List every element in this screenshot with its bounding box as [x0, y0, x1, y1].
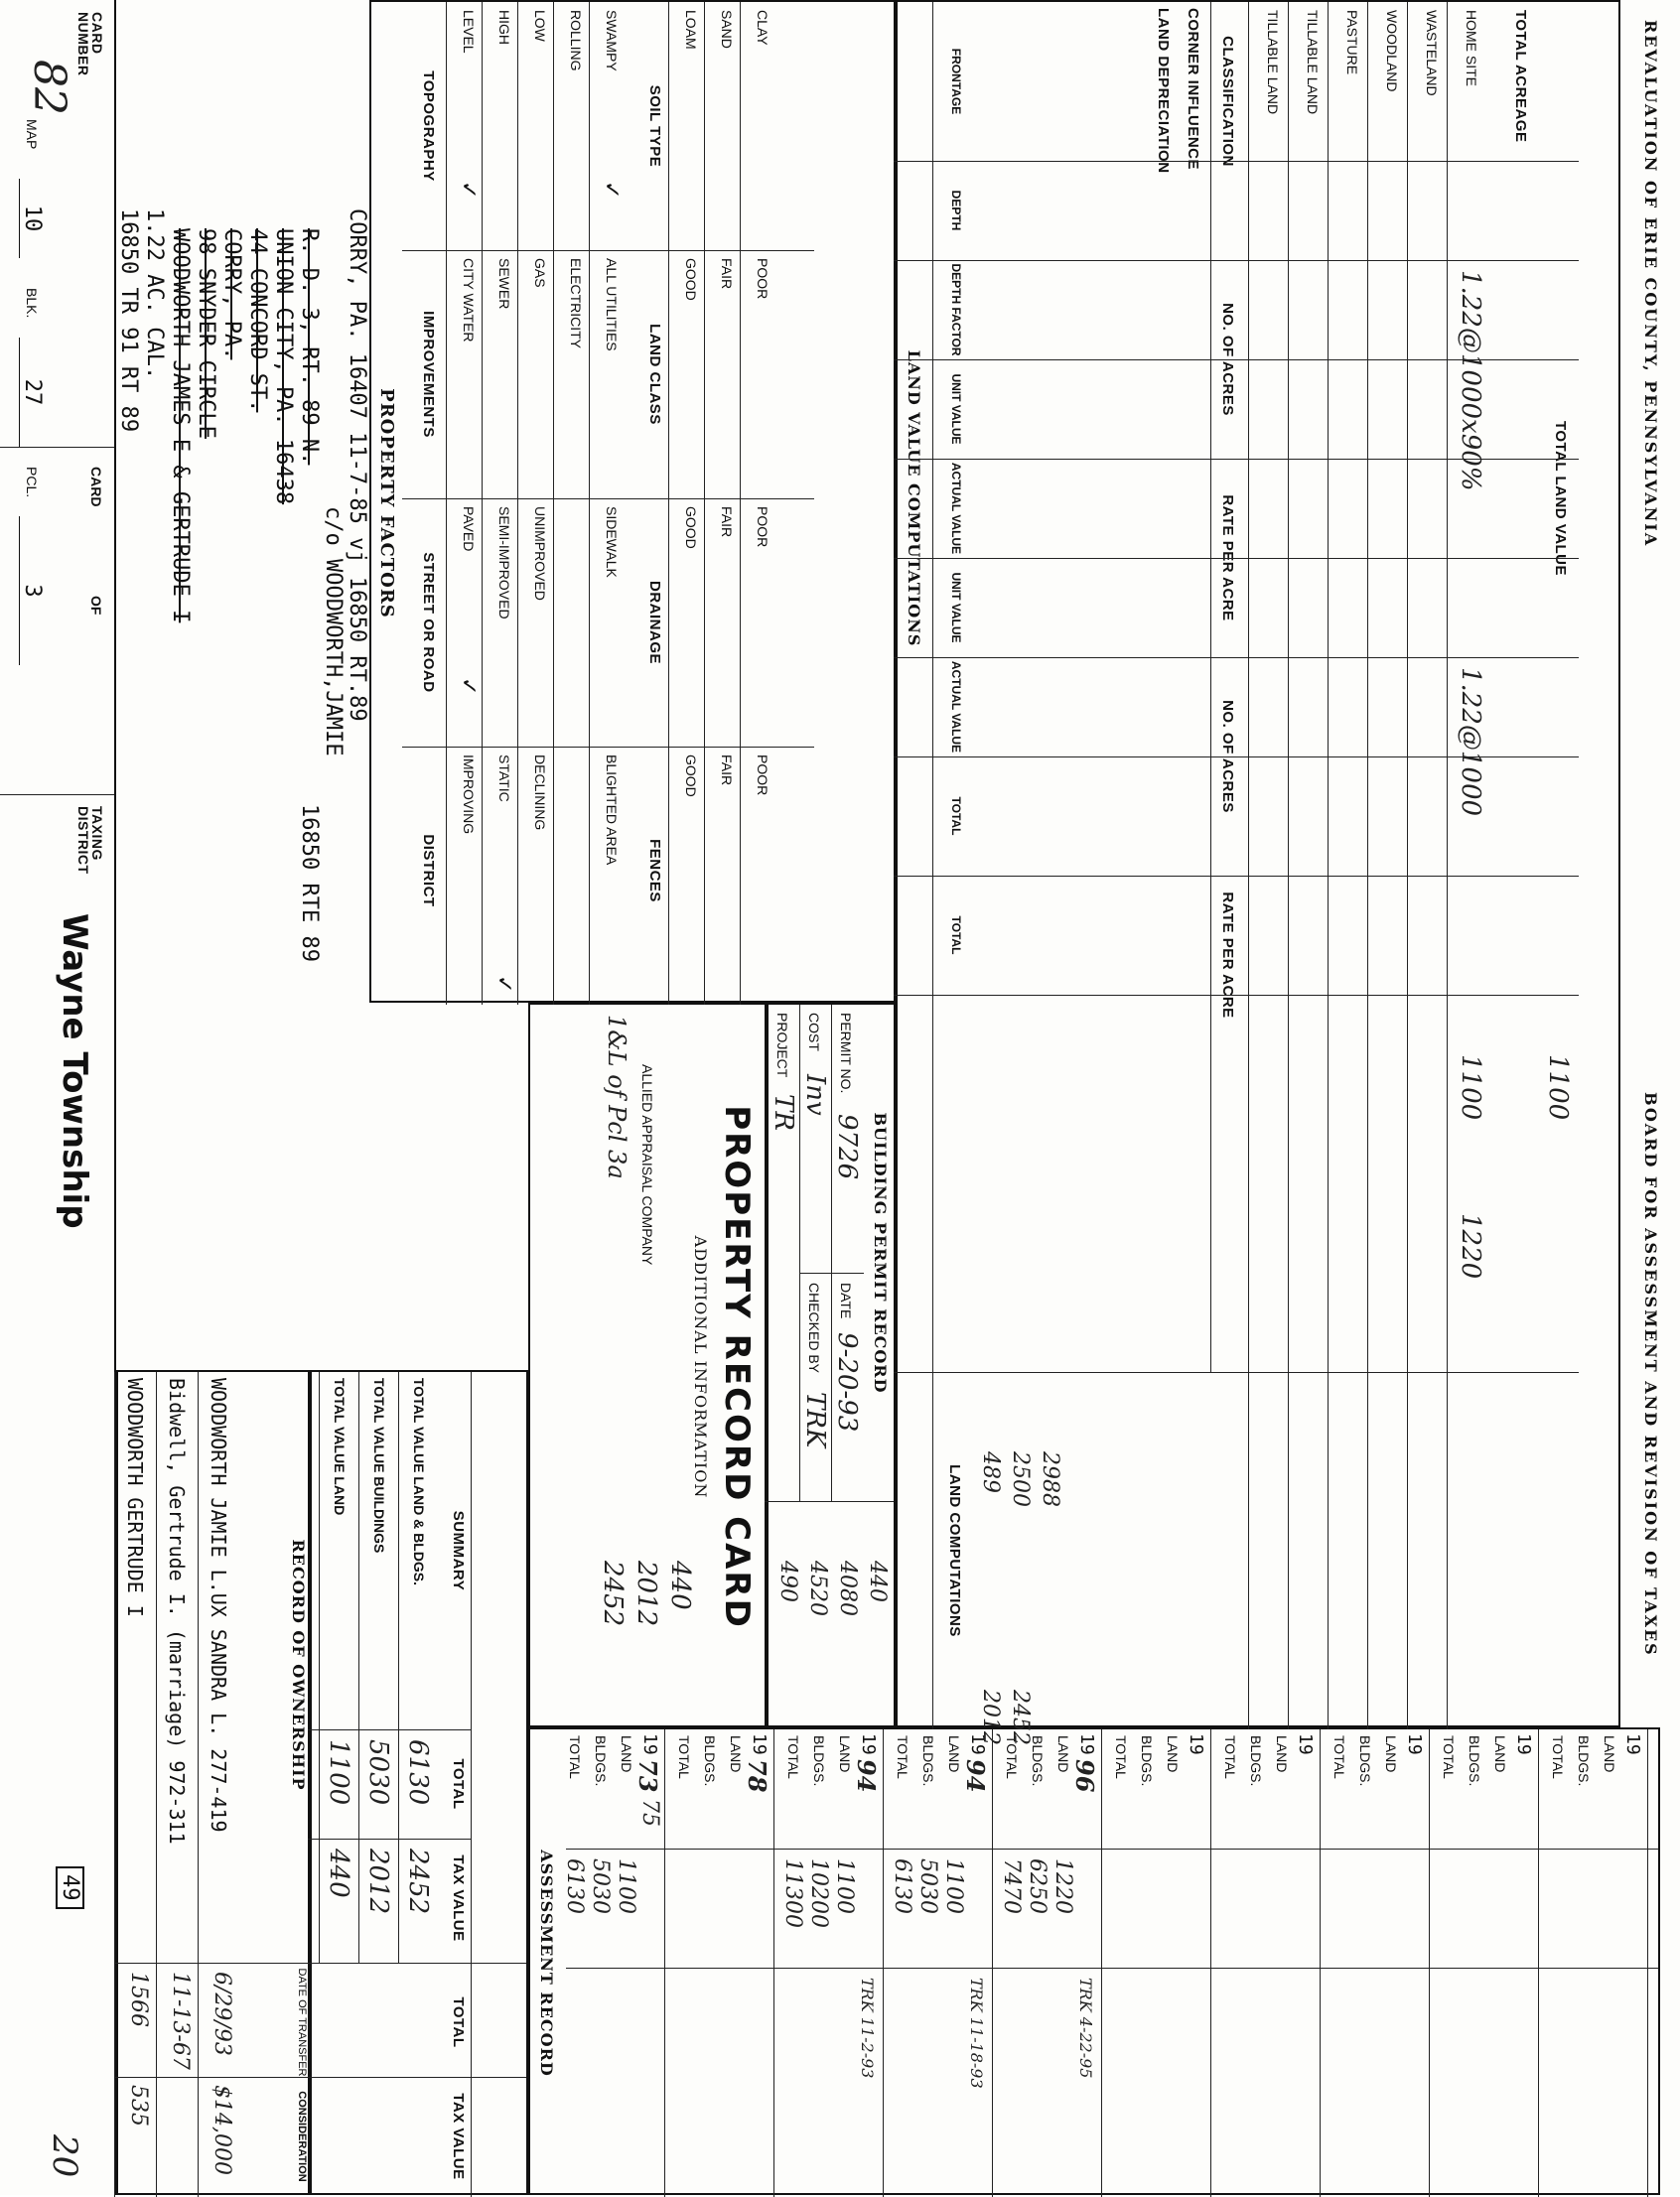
lv-class-row: TILLABLE LAND [1265, 10, 1281, 115]
assessment-row-label: LAND [946, 1735, 962, 1773]
footer-right: BOARD FOR ASSESSMENT AND REVISION OF TAXES [1641, 1092, 1660, 1657]
pf-cell: IMPROVING [461, 755, 477, 835]
property-record-section [528, 1003, 767, 1727]
lv-col-line [894, 657, 1579, 658]
lv-column-header: UNIT VALUE [949, 373, 963, 445]
permit-side-value: 4520 [805, 1561, 830, 1616]
assessment-note: TRK 11-18-93 [967, 1978, 986, 2089]
pf-cell: LOW [532, 10, 548, 42]
assessment-year-block [665, 1729, 774, 2197]
summary-section [310, 1370, 528, 2195]
pf-cell: BLIGHTED AREA [604, 755, 620, 866]
lv-class-row: WOODLAND [1384, 10, 1400, 92]
address-line: 44 CONCORD ST. [245, 228, 270, 413]
ownership-title: RECORD OF OWNERSHIP [289, 1539, 308, 1791]
taxing-district-value: Wayne Township [55, 913, 94, 1229]
pf-cell: SEWER [496, 258, 512, 310]
summary-row-total: 6130 [403, 1739, 433, 1806]
address-line: UNION CITY, PA. 16438 [271, 228, 296, 505]
lv-class-line [1407, 2, 1408, 1729]
pf-row-line [517, 2, 518, 1005]
total-land-value-label: TOTAL LAND VALUE [1552, 420, 1569, 577]
address-line: 1.22 AC. CAL. [142, 208, 167, 380]
lv-class-header: NO. OF ACRES [1219, 303, 1236, 416]
lv-col-line [894, 876, 1579, 877]
card-number-value: 82 [24, 60, 74, 115]
permit-side-value: 440 [865, 1561, 890, 1602]
assessment-row-label: LAND [619, 1735, 634, 1773]
lv-class-line [1328, 2, 1329, 1729]
summary-row-line [358, 1372, 359, 1963]
pf-soil-line [668, 2, 669, 1005]
permit-project-label: PROJECT [774, 1013, 790, 1078]
address-line: 16850 TR 91 RT 89 [116, 208, 141, 433]
lv-class-line [1447, 2, 1448, 1729]
summary-row-total: 1100 [324, 1739, 353, 1806]
pf-soil-cell: FAIR [719, 755, 735, 786]
check-mark: ✓ [491, 975, 516, 994]
assessment-row-value: 5030 [915, 1858, 940, 1914]
assessment-row-value: 7470 [999, 1858, 1024, 1914]
lv-class-row: HOME SITE [1464, 10, 1479, 87]
assessment-row-value: 1220 [1050, 1858, 1075, 1914]
address-line: R. D. 3, RT. 89 N. [297, 228, 322, 466]
summary-row-tax: 2452 [403, 1849, 433, 1915]
assessment-year: 19 [967, 1733, 988, 1755]
lv-mid-line [1210, 2, 1211, 1372]
permit-no-value: 9726 [832, 1114, 862, 1180]
assessment-row-label: BLDGS. [1030, 1735, 1046, 1787]
land-computation-value: 489 [978, 1451, 1003, 1493]
land-computation-value: 2988 [1038, 1451, 1062, 1507]
pf-cell: LEVEL [461, 10, 477, 54]
lv-col-line [894, 995, 1579, 996]
pf-cell: DECLINING [532, 755, 548, 831]
owner-name: WOODWORTH GERTRUDE I [123, 1378, 147, 1617]
owner-name: Bidwell, Gertrude I. (marriage) 972-311 [165, 1378, 189, 1845]
pf-soil-cell: POOR [755, 258, 770, 300]
summary-row-tax: 2012 [363, 1849, 393, 1915]
assessment-divider [566, 1849, 1658, 1850]
address-line: WOODWORTH JAMES E & GERTRUDE I [168, 228, 193, 623]
lv-col-line [894, 558, 1579, 559]
summary-row-label: TOTAL VALUE LAND & BLDGS. [411, 1378, 427, 1585]
address-extra-3: CORRY, PA. 16407 11-7-85 vj 16850 RT.89 [345, 208, 369, 722]
assessment-year-block [1321, 1729, 1430, 2197]
owner-name: WOODWORTH JAMIE L.UX SANDRA L. 277-419 [207, 1378, 230, 1833]
check-mark: ✓ [456, 181, 481, 200]
assessment-row-label: BLDGS. [1357, 1735, 1373, 1787]
lv-class-line [1288, 2, 1289, 1729]
assessment-row-value: 6250 [1025, 1858, 1050, 1914]
ownership-section [116, 1370, 310, 2195]
address-line: 98 SNYDER CIRCLE [194, 228, 218, 439]
assessment-row-label: TOTAL [1550, 1735, 1566, 1779]
pf-soil-cell: FAIR [719, 258, 735, 290]
property-factors-grid [402, 2, 894, 1005]
page-number: 49 [56, 1866, 84, 1909]
corner-influence-label: CORNER INFLUENCE [1185, 8, 1201, 171]
pf-soil-cell: POOR [755, 755, 770, 796]
assessment-row-label: BLDGS. [1248, 1735, 1264, 1787]
assessment-year-block [993, 1729, 1102, 2197]
blk-label: BLK. [24, 288, 40, 319]
summary-row-label: TOTAL VALUE BUILDINGS [371, 1378, 387, 1554]
owner-row-line [114, 1372, 115, 2197]
assessment-year-suffix: 73 [633, 1759, 662, 1793]
assessment-year-block [1539, 1729, 1648, 2197]
address-extra-1: 16850 RTE 89 [297, 804, 322, 962]
assessment-row-label: TOTAL [1331, 1735, 1347, 1779]
assessment-row-label: BLDGS. [1576, 1735, 1592, 1787]
assessment-row-label: TOTAL [895, 1735, 910, 1779]
footer-left: REVALUATION OF ERIE COUNTY, PENNSYLVANIA [1641, 20, 1660, 548]
pf-cell: STATIC [496, 755, 512, 802]
pf-soil-header: DRAINAGE [646, 580, 663, 664]
ownership-rows [117, 1372, 286, 2197]
assessment-year: 19 [1076, 1733, 1097, 1755]
summary-rows [313, 1372, 437, 1963]
lv-col-line [894, 260, 1579, 261]
permit-side-value: 490 [775, 1561, 800, 1602]
assessment-year: 19 [1295, 1733, 1316, 1755]
property-factors-section [369, 0, 896, 1003]
assessment-row-value: 10200 [806, 1858, 831, 1928]
assessment-year-block [774, 1729, 884, 2197]
assessment-rows [562, 1729, 1658, 2197]
pf-cell: ALL UTILITIES [604, 258, 620, 351]
permit-cost-value: Inv [800, 1074, 830, 1116]
pf-soil-cell: GOOD [683, 755, 699, 797]
pf-row-line [589, 2, 590, 1005]
lv-class-header: CLASSIFICATION [1219, 36, 1236, 167]
assessment-row-label: BLDGS. [811, 1735, 827, 1787]
assessment-section [528, 1727, 1660, 2195]
pf-soil-cell: SAND [719, 10, 735, 49]
owner-consideration: 535 [126, 2085, 151, 2127]
summary-row-total: 5030 [363, 1739, 393, 1806]
assessment-row-label: TOTAL [1113, 1735, 1129, 1779]
assessment-row-label: LAND [1383, 1735, 1399, 1773]
lv-col-line [894, 359, 1579, 360]
permit-date-label: DATE [838, 1283, 854, 1319]
additional-note: 1&L of Pcl 3a [603, 1015, 630, 1179]
assessment-row-value: 1100 [614, 1858, 638, 1914]
pf-cell: GAS [532, 258, 548, 288]
pf-col-line [402, 747, 814, 748]
assessment-row-label: TOTAL [1004, 1735, 1020, 1779]
assessment-row-label: TOTAL [1222, 1735, 1238, 1779]
summary-row-line [319, 1372, 320, 1963]
pf-row-line [553, 2, 554, 1005]
pf-soil-cell: LOAM [683, 10, 699, 50]
additional-value: 440 [665, 1561, 695, 1610]
assessment-row-label: BLDGS. [1139, 1735, 1155, 1787]
lv-column-header: UNIT VALUE [949, 572, 963, 643]
appraisal-company: ALLIED APPRAISAL COMPANY [639, 1064, 655, 1266]
assessment-year: 19 [858, 1733, 879, 1755]
lv-class-header: RATE PER ACRE [1219, 892, 1236, 1019]
pf-soil-cell: FAIR [719, 506, 735, 538]
assessment-row-label: LAND [1274, 1735, 1290, 1773]
assessment-year-suffix: 78 [743, 1759, 771, 1793]
assessment-row-label: TOTAL [785, 1735, 801, 1779]
assessment-year: 19 [1513, 1733, 1534, 1755]
assessment-note: TRK 11-2-93 [858, 1978, 877, 2079]
assessment-total-col: TOTAL [450, 1996, 467, 2048]
pf-soil-cell: GOOD [683, 506, 699, 549]
lv-column-header: ACTUAL VALUE [949, 462, 963, 555]
ownership-date-col: DATE OF TRANSFER [296, 1968, 308, 2077]
lv-top-line [932, 2, 933, 1729]
assessment-row-value: 5030 [588, 1858, 613, 1914]
assessment-row-label: LAND [1165, 1735, 1181, 1773]
pf-soil-header: SOIL TYPE [646, 84, 663, 168]
lv-column-header: DEPTH FACTOR [949, 263, 963, 356]
assessment-year-block [1102, 1729, 1211, 2197]
owner-date: 6/29/93 [210, 1972, 234, 2056]
address-extra-2: c/o WOODWORTH,JAMIE [321, 506, 346, 756]
summary-total-col: TOTAL [450, 1758, 467, 1810]
assessment-row-label: TOTAL [676, 1735, 692, 1779]
assessment-divider [566, 1968, 1658, 1969]
total-acreage-label: TOTAL ACREAGE [1512, 10, 1529, 143]
lv-class-header: NO. OF ACRES [1219, 700, 1236, 813]
total-land-value-amount: 1100 [1543, 1054, 1573, 1121]
lv-col-line [894, 756, 1579, 757]
summary-row-line [398, 1372, 399, 1963]
assessment-year: 19 [639, 1733, 660, 1755]
check-mark: ✓ [599, 181, 624, 200]
pf-cell: SEMI-IMPROVED [496, 506, 512, 619]
property-factors-title: PROPERTY FACTORS [376, 388, 397, 618]
owner-date: 11-13-67 [168, 1972, 193, 2070]
assessment-title: ASSESSMENT RECORD [537, 1850, 556, 2077]
pf-soil-cell: GOOD [683, 258, 699, 301]
owner-date: 1566 [126, 1972, 151, 2027]
lv-column-header: FRONTAGE [949, 48, 963, 115]
lv-column-header: TOTAL [949, 796, 963, 836]
land-computation-value: 2500 [1008, 1451, 1033, 1507]
summary-row-tax: 440 [324, 1849, 353, 1898]
assessment-row-label: LAND [1055, 1735, 1071, 1773]
corner-number: 20 [45, 2134, 84, 2178]
land-computation-value: 2012 [978, 1690, 1003, 1745]
assessment-year-block [1430, 1729, 1539, 2197]
pf-soil-header: LAND CLASS [646, 324, 663, 425]
home-site-total-2: 1220 [1456, 1213, 1485, 1280]
building-permit-section [767, 1003, 896, 1727]
assessment-row-label: LAND [1492, 1735, 1508, 1773]
pf-soil-cell: POOR [755, 506, 770, 548]
lv-column-header: DEPTH [949, 190, 963, 231]
assessment-note: TRK 4-22-95 [1076, 1978, 1095, 2079]
permit-title: BUILDING PERMIT RECORD [871, 1112, 890, 1394]
lv-title: LAND VALUE COMPUTATIONS [905, 349, 923, 647]
pf-column-header: TOPOGRAPHY [420, 70, 437, 182]
assessment-year-suffix: 94 [852, 1759, 881, 1793]
map-label: MAP [24, 119, 40, 150]
taxing-district-label: TAXING DISTRICT [75, 806, 105, 875]
lv-class-row: PASTURE [1344, 10, 1360, 75]
property-record-subtitle: ADDITIONAL INFORMATION [691, 1235, 710, 1499]
assessment-year: 19 [749, 1733, 770, 1755]
ownership-consideration-col: CONSIDERATION [296, 2091, 308, 2182]
assessment-row-label: BLDGS. [1467, 1735, 1482, 1787]
pcl-value: 3 [19, 516, 45, 665]
pf-col-line [402, 250, 814, 251]
home-site-acres-2: 1.22@1000 [1456, 667, 1485, 817]
pf-cell: ELECTRICITY [568, 258, 584, 349]
pf-cell: PAVED [461, 506, 477, 552]
assessment-row-label: BLDGS. [702, 1735, 718, 1787]
owner-row-line [156, 1372, 157, 2197]
card-label: CARD [88, 467, 104, 507]
pf-soil-line [704, 2, 705, 1005]
of-label: OF [88, 596, 104, 616]
permit-project-value: TR [769, 1094, 798, 1131]
home-site-total-1: 1100 [1456, 1054, 1485, 1121]
lv-class-row: TILLABLE LAND [1305, 10, 1321, 115]
lv-col-line [894, 459, 1579, 460]
assessment-year-block [1211, 1729, 1321, 2197]
lv-col-line [894, 161, 1579, 162]
additional-value: 2012 [631, 1561, 661, 1627]
assessment-row-label: LAND [728, 1735, 744, 1773]
check-mark: ✓ [456, 677, 481, 696]
assessment-row-value: 1100 [832, 1858, 857, 1914]
assessment-tax-col: TAX VALUE [450, 2093, 467, 2180]
pf-row-line [446, 2, 447, 1005]
header-strip [0, 0, 116, 2195]
assessment-row-label: LAND [837, 1735, 853, 1773]
lv-column-header: ACTUAL VALUE [949, 660, 963, 754]
owner-row-line [198, 1372, 199, 2197]
assessment-row-label: BLDGS. [593, 1735, 609, 1787]
home-site-calc: 1.22@1000x90% [1456, 270, 1485, 491]
pf-cell: SIDEWALK [604, 506, 620, 578]
pf-soil-line [740, 2, 741, 1005]
card-number-label: CARD NUMBER [75, 12, 105, 76]
pf-row-line [482, 2, 483, 1005]
property-record-title: PROPERTY RECORD CARD [717, 1105, 757, 1629]
additional-value: 2452 [598, 1561, 628, 1627]
assessment-row-label: LAND [1602, 1735, 1617, 1773]
pcl-label: PCL. [24, 467, 40, 498]
lv-class-line [1367, 2, 1368, 1729]
assessment-row-value: 6130 [890, 1858, 914, 1914]
assessment-row-value: 11300 [780, 1858, 805, 1928]
owner-consideration: $14,000 [210, 2085, 234, 2175]
assessment-year-block [556, 1729, 665, 2197]
permit-date-value: 9-20-93 [832, 1332, 862, 1433]
assessment-row-value: 1100 [941, 1858, 966, 1914]
pf-cell: UNIMPROVED [532, 506, 548, 601]
assessment-year: 19 [1404, 1733, 1425, 1755]
pf-column-header: DISTRICT [420, 834, 437, 907]
assessment-year: 19 [1186, 1733, 1206, 1755]
address-block [116, 0, 369, 1370]
land-computations-label: LAND COMPUTATIONS [946, 1464, 963, 1637]
permit-no-label: PERMIT NO. [838, 1013, 854, 1094]
pf-col-line [402, 498, 814, 499]
lv-class-line [1248, 2, 1249, 1729]
assessment-year-block [884, 1729, 993, 2197]
assessment-year: 19 [1622, 1733, 1643, 1755]
land-depreciation-label: LAND DEPRECIATION [1155, 8, 1172, 174]
permit-checked-label: CHECKED BY [806, 1283, 822, 1374]
pf-cell: HIGH [496, 10, 512, 45]
permit-side-value: 4080 [835, 1561, 860, 1616]
land-computation-value: 2452 [1008, 1690, 1033, 1745]
assessment-row-value: 6130 [562, 1858, 587, 1914]
address-line: CORRY, PA. [219, 228, 244, 360]
assessment-row-label: TOTAL [1441, 1735, 1457, 1779]
lv-col-line [894, 1372, 1579, 1373]
assessment-year-note: 75 [637, 1799, 662, 1827]
permit-checked-value: TRK [800, 1392, 830, 1448]
pf-column-header: IMPROVEMENTS [420, 311, 437, 438]
assessment-year-suffix: 94 [961, 1759, 990, 1793]
blk-value: 27 [19, 338, 45, 447]
pf-soil-cell: CLAY [755, 10, 770, 46]
summary-tax-col: TAX VALUE [450, 1854, 467, 1942]
permit-cost-label: COST [806, 1013, 822, 1051]
map-value: 10 [19, 179, 45, 258]
summary-row-label: TOTAL VALUE LAND [332, 1378, 348, 1516]
lv-class-row: WASTELAND [1424, 10, 1440, 96]
pf-column-header: STREET OR ROAD [420, 552, 437, 693]
address-lines [116, 208, 369, 1301]
pf-cell: CITY WATER [461, 258, 477, 343]
assessment-row-label: TOTAL [567, 1735, 583, 1779]
assessment-year-suffix: 96 [1070, 1759, 1099, 1793]
lv-class-header: RATE PER ACRE [1219, 494, 1236, 621]
summary-title: SUMMARY [450, 1510, 467, 1591]
pf-cell: SWAMPY [604, 10, 620, 71]
assessment-row-label: BLDGS. [920, 1735, 936, 1787]
pf-cell: ROLLING [568, 10, 584, 71]
pf-soil-header: FENCES [646, 839, 663, 902]
lv-column-header: TOTAL [949, 915, 963, 955]
